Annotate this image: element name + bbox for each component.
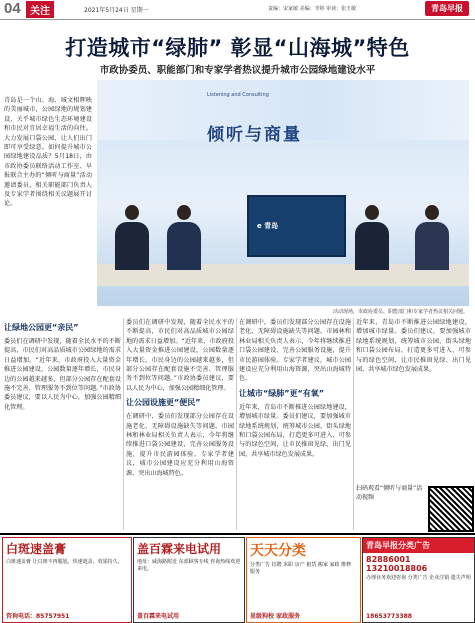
photo-caption: 活动现场，市政协委员、职能部门和专家学者热议相关问题。 (332, 309, 468, 315)
section-heading: 让绿地公园更“亲民” (4, 323, 79, 332)
section-body: 近年来，青岛市不断推进公园绿地建设，增加城市绿量。委员们建议，要加强城市绿地系统规划，统筹城市公园、街头绿地和口袋公园布局，打造更多可进入、可参与的绿色空间，让市民推窗见绿、出门见园，共享城市绿色发展成果。 (356, 319, 471, 374)
panel-desk (97, 264, 469, 286)
article-column (356, 318, 471, 482)
section-body: 在调研中，委员们发现部分公园存在设施老化、无障碍设施缺失等问题。市园林和林业局相关负责人表示，今年将继续推进口袋公园建设，完善公园服务设施，提升市民游园体验。专家学者建议，城市公园建设应充分利用山海资源，突出山海城特色。 (126, 413, 234, 477)
section-label: 关注 (26, 1, 54, 18)
ad-footer: 星级狗校 家政服务 (250, 613, 301, 620)
photo-brand-text: Listening and Consulting (207, 92, 269, 98)
section-body: 近年来，青岛市不断推进公园绿地建设，增加城市绿量。委员们建议，要加强城市绿地系统规划，统筹城市公园、街头绿地和口袋公园布局，打造更多可进入、可参与的绿色空间，让市民推窗见绿、出门见园，共享城市绿色发展成果。 (239, 403, 351, 458)
section-heading: 让城市“绿肺”更“有氧” (239, 388, 325, 398)
panelist (115, 205, 149, 270)
article-column (239, 318, 351, 530)
masthead (0, 0, 475, 20)
section-body: 委员们在调研中发现，随着全民水平的不断提高，市民们对高品质城市公园绿地的需求日益增加。“近年来，市政府投入大量资金推进公园建设，公园数量逐年增长，市民身边的公园越来越多，但部分公园存在配套设施不完善、管理服务不到位等问题。”市政协委员建议，要以人民为中心，加强公园精细化管理。 (126, 319, 234, 392)
ad-phone-numbers: 82886001 13210018806 (366, 555, 428, 573)
article-column (4, 318, 121, 530)
ad-header: 青岛早报分类广告 (363, 538, 474, 553)
ad-body: 分类广告 招聘 求职 房产 租赁 搬家 家政 维修 服务 (250, 562, 352, 575)
issue-date: 2021年5月24日 星期一 (84, 7, 149, 14)
newspaper-logo: 青岛早报 (425, 1, 469, 16)
subheadline: 市政协委员、职能部门和专家学者热议提升城市公园绿地建设水平 (99, 65, 376, 76)
event-photo (97, 80, 469, 306)
ad-phone: 咨询电话：85757951 (6, 613, 70, 620)
column-divider (236, 318, 237, 530)
column-divider (353, 318, 354, 530)
section-body: 委员们在调研中发现，随着全民水平的不断提高，市民们对高品质城市公园绿地的需求日益增加。“近年来，市政府投入大量资金推进公园建设，公园数量逐年增长，市民身边的公园越来越多，但部分公园存在配套设施不完善、管理服务不到位等问题。”市政协委员建议，要以人民为中心，加强公园精细化管理。 (4, 338, 121, 411)
headline: 打造城市“绿肺” 彰显“山海城”特色 (65, 36, 410, 60)
ad-phone: 18653773388 (366, 613, 412, 620)
section-body: 在调研中，委员们发现部分公园存在设施老化、无障碍设施缺失等问题。市园林和林业局相关负责人表示，今年将继续推进口袋公园建设，完善公园服务设施，提升市民游园体验。专家学者建议，城市公园建设应充分利用山海资源，突出山海城特色。 (239, 319, 351, 383)
editor-credits: 责编：宋家敏 美编：李婷 审读：张玉敏 (268, 6, 357, 12)
section-heading: 让公园设施更“便民” (126, 398, 201, 408)
ad-block[interactable] (2, 537, 132, 623)
qr-caption: 扫码观看“倾听与商量”活动视频 (356, 485, 423, 501)
photo-banner-title: 倾听与商量 (207, 125, 302, 145)
ad-block[interactable] (362, 537, 475, 623)
screen-label: e 青岛 (257, 222, 279, 230)
panelist (167, 205, 201, 270)
ad-title: 天天分类 (250, 543, 306, 559)
ad-title: 盖百霖来电试用 (137, 542, 222, 556)
page-number: 04 (4, 0, 21, 17)
event-screen (247, 195, 346, 257)
column-divider (123, 318, 124, 530)
ad-block[interactable] (246, 537, 361, 623)
ad-footer: 盖百霖来电试用 (137, 613, 180, 620)
ad-title: 白斑速盖膏 (6, 542, 67, 556)
panelist (355, 205, 389, 270)
lead-paragraph: 青岛是一个山、海、城文相辉映的美丽城市，公园绿地的规划建设，关乎城市绿色生态环境建设和市民对宜居幸福生活的向往。大力发展口袋公园，让人们出门即可享受绿意。如何提升城市公园绿地建设品质？5月18日，由市政协委员联络活动工作室、早报联合主办的“倾听与商量”活动邀请委员、相关职能部门负责人及专家学者围绕相关议题展开讨论。 (4, 97, 92, 208)
ad-body: 白斑速盖膏 让白斑不再尴尬，快速遮盖，效果持久。 (6, 559, 123, 565)
advertisement-strip (0, 533, 475, 622)
qr-code-icon[interactable] (428, 486, 474, 532)
article-column (126, 318, 234, 530)
ad-body: 地址：威海路附近 东部顾客专线 咨询热线欢迎来电。 (137, 559, 241, 572)
ad-body: 办理业务欢迎咨询 分类广告 企业注销 遗失声明 (366, 575, 471, 581)
panelist (415, 205, 449, 270)
qr-promo (356, 484, 471, 532)
ad-block[interactable] (133, 537, 245, 623)
